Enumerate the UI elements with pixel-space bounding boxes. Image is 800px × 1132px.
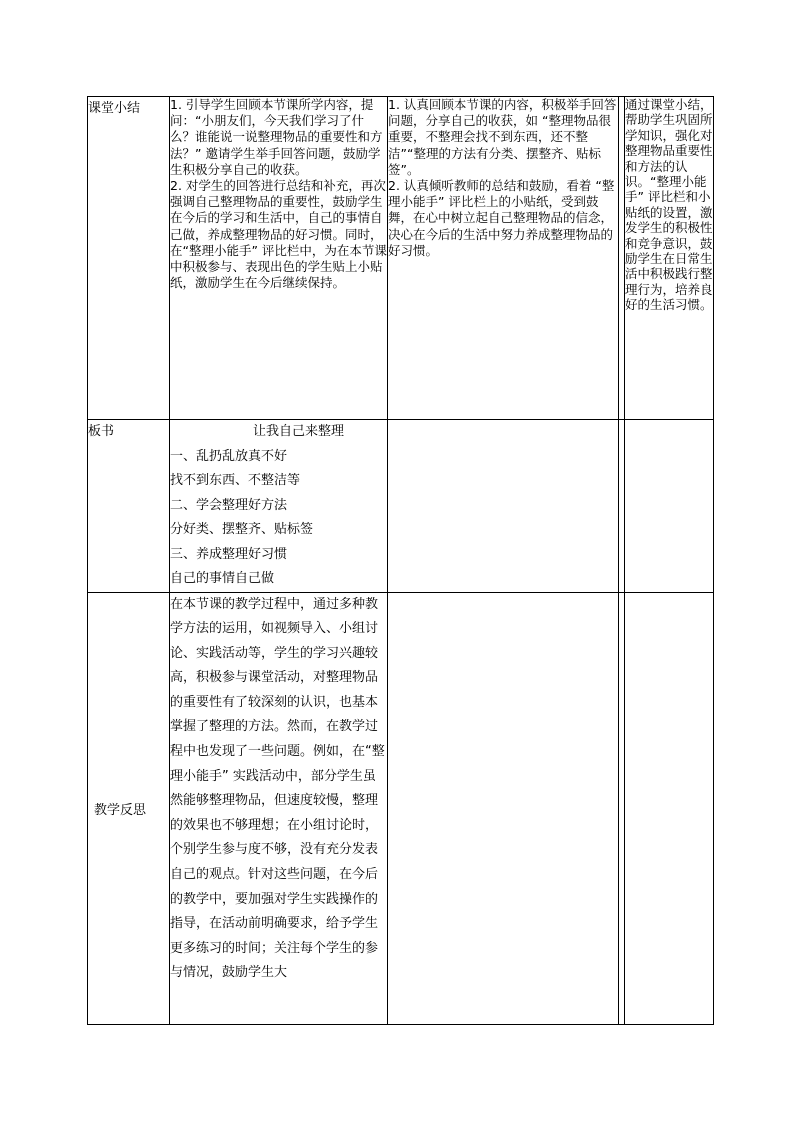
lesson-plan-table (87, 96, 714, 1025)
board-line-2: 找不到东西、不整洁等 (170, 473, 301, 488)
board-row (88, 420, 714, 593)
board-line-3: 二、学会整理好方法 (170, 497, 288, 513)
reflection-empty-cell-5 (625, 592, 714, 1024)
reflection-empty-cell-3 (388, 592, 619, 1024)
summary-intent-cell: 通过课堂小结，帮助学生巩固所学知识，强化对整理物品重要性和方法的认识。“整理小能手” 评比栏和小贴纸的设置，激发学生的积极性和竞争意识，鼓励学生在日常生活中积极践行整理行为，培养良好的生活习惯。 (625, 97, 714, 420)
summary-teacher-item-1: 1. 引导学生回顾本节课所学内容，提问：“小朋友们，今天我们学习了什么？谁能说一说整理物品的重要性和方法？” 邀请学生举手回答问题，鼓励学生积极分享自己的收获。 (170, 97, 383, 177)
board-label: 板书 (88, 420, 170, 593)
board-line-6: 自己的事情自己做 (170, 571, 275, 586)
board-line-1: 一、乱扔乱放真不好 (170, 448, 288, 464)
summary-row (88, 97, 714, 420)
board-title: 让我自己来整理 (252, 424, 344, 439)
summary-student-cell (388, 97, 619, 420)
summary-label: 课堂小结 (88, 97, 170, 420)
reflection-text: 在本节课的教学过程中，通过多种教学方法的运用，如视频导入、小组讨论、实践活动等，学生的学习兴趣较高，积极参与课堂活动，对整理物品的重要性有了较深刻的认识，也基本掌握了整理的方法。然而，在教学过程中也发现了一些问题。例如，在“整理小能手” 实践活动中，部分学生虽然能够整理物品，但速度较慢，整理的效果也不够理想；在小组讨论时，个别学生参与度不够，没有充分发表自己的观点。针对这些问题，在今后的教学中，要加强对学生实践操作的指导，在活动前明确要求，给予学生更多练习的时间；关注每个学生的参与情况，鼓励学生大 (170, 592, 388, 1024)
summary-teacher-cell (170, 97, 388, 420)
board-line-5: 三、养成整理好习惯 (170, 546, 288, 562)
board-line-4: 分好类、摆整齐、贴标签 (170, 522, 314, 537)
summary-student-item-1: 1. 认真回顾本节课的内容，积极举手回答问题，分享自己的收获，如 “整理物品很重要，不整理会找不到东西，还不整洁”“整理的方法有分类、摆整齐、贴标签”。 (388, 97, 617, 177)
board-content-cell (170, 420, 388, 593)
reflection-row (88, 592, 714, 1024)
board-empty-cell-3 (388, 420, 619, 593)
board-empty-cell-5 (625, 420, 714, 593)
summary-teacher-item-2: 2. 对学生的回答进行总结和补充，再次强调自己整理物品的重要性，鼓励学生在今后的学习和生活中，自己的事情自己做，养成整理物品的好习惯。同时，在“整理小能手” 评比栏中，为在本节课中积极参与、表现出色的学生贴上小贴纸，激励学生在今后继续保持。 (170, 178, 387, 291)
summary-student-item-2: 2. 认真倾听教师的总结和鼓励，看着 “整理小能手” 评比栏上的小贴纸，受到鼓舞，在心中树立起自己整理物品的信念，决心在今后的生活中努力养成整理物品的好习惯。 (388, 178, 615, 258)
reflection-label: 教学反思 (88, 592, 170, 1024)
